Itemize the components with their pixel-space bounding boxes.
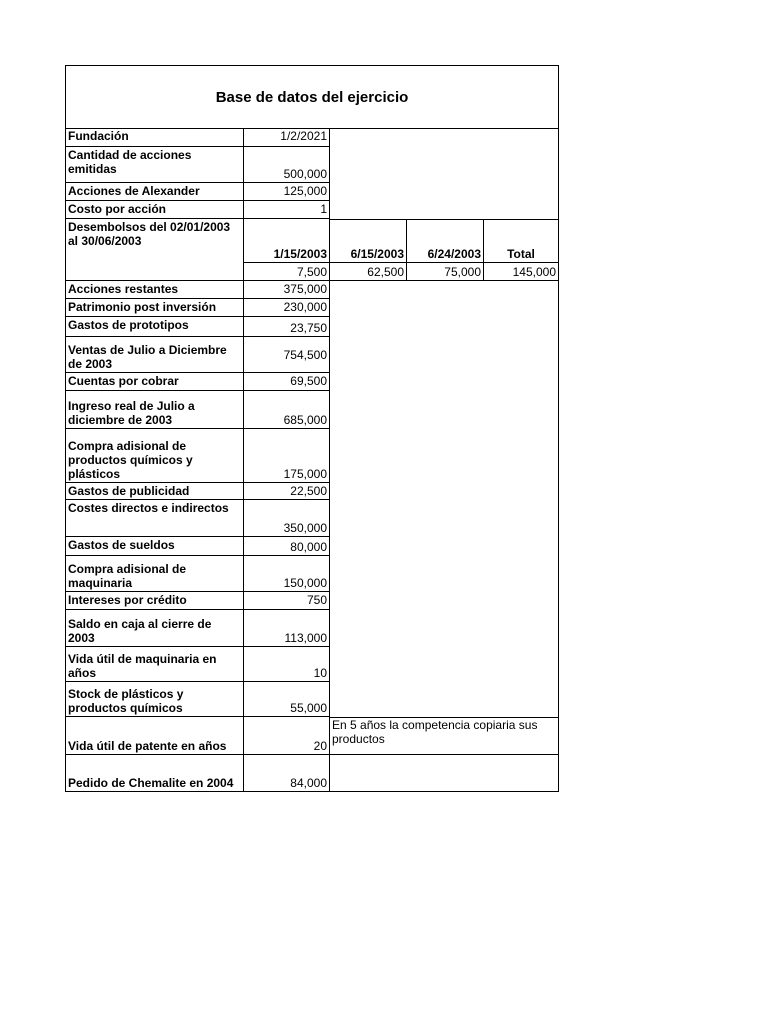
row-label-ingreso-real: Ingreso real de Julio a diciembre de 2003 xyxy=(66,391,244,429)
row-value-costo-accion: 1 xyxy=(244,201,330,219)
row-label-compra-quimicos: Compra adisional de productos químicos y plásticos xyxy=(66,429,244,483)
row-label-costo-accion: Costo por acción xyxy=(66,201,244,219)
data-table xyxy=(65,65,559,792)
row-label-sueldos: Gastos de sueldos xyxy=(66,537,244,556)
disbursement-value-2: 62,500 xyxy=(330,263,407,281)
row-value-ventas: 754,500 xyxy=(244,337,330,373)
disbursement-header-1: 1/15/2003 xyxy=(244,219,330,263)
table-title: Base de datos del ejercicio xyxy=(66,66,558,129)
row-label-patrimonio: Patrimonio post inversión xyxy=(66,299,244,317)
row-label-pedido-chemalite: Pedido de Chemalite en 2004 xyxy=(66,755,244,791)
row-label-publicidad: Gastos de publicidad xyxy=(66,483,244,500)
row-label-vida-patente: Vida útil de patente en años xyxy=(66,717,244,755)
row-value-gastos-prototipos: 23,750 xyxy=(244,317,330,337)
row-label-saldo-caja: Saldo en caja al cierre de 2003 xyxy=(66,610,244,647)
disbursement-value-1: 7,500 xyxy=(244,263,330,281)
row-value-intereses: 750 xyxy=(244,592,330,610)
disbursement-value-total: 145,000 xyxy=(484,263,558,281)
row-value-compra-quimicos: 175,000 xyxy=(244,429,330,483)
row-label-costes: Costes directos e indirectos xyxy=(66,500,244,537)
row-value-acciones-alexander: 125,000 xyxy=(244,183,330,201)
row-label-gastos-prototipos: Gastos de prototipos xyxy=(66,317,244,337)
row-value-cantidad-acciones: 500,000 xyxy=(244,147,330,183)
row-value-vida-maquinaria: 10 xyxy=(244,647,330,682)
row-label-desembolsos: Desembolsos del 02/01/2003 al 30/06/2003 xyxy=(66,219,244,281)
row-value-ingreso-real: 685,000 xyxy=(244,391,330,429)
row-value-maquinaria: 150,000 xyxy=(244,556,330,592)
row-value-publicidad: 22,500 xyxy=(244,483,330,500)
row-value-fundacion: 1/2/2021 xyxy=(244,128,330,147)
disbursement-header-total: Total xyxy=(484,219,558,263)
row-value-vida-patente: 20 xyxy=(244,717,330,755)
disbursement-header-3: 6/24/2003 xyxy=(407,219,484,263)
row-value-costes: 350,000 xyxy=(244,500,330,537)
patent-note: En 5 años la competencia copiaria sus productos xyxy=(330,717,558,755)
disbursement-value-3: 75,000 xyxy=(407,263,484,281)
row-value-acciones-restantes: 375,000 xyxy=(244,281,330,299)
row-label-maquinaria: Compra adisional de maquinaria xyxy=(66,556,244,592)
disbursement-header-2: 6/15/2003 xyxy=(330,219,407,263)
row-label-cantidad-acciones: Cantidad de acciones emitidas xyxy=(66,147,244,183)
row-label-fundacion: Fundación xyxy=(66,128,244,147)
row-value-saldo-caja: 113,000 xyxy=(244,610,330,647)
row-label-vida-maquinaria: Vida útil de maquinaria en años xyxy=(66,647,244,682)
row-label-stock: Stock de plásticos y productos químicos xyxy=(66,682,244,717)
row-label-acciones-restantes: Acciones restantes xyxy=(66,281,244,299)
row-label-cuentas-cobrar: Cuentas por cobrar xyxy=(66,373,244,391)
row-value-pedido-chemalite: 84,000 xyxy=(244,755,330,791)
row-label-intereses: Intereses por crédito xyxy=(66,592,244,610)
row-value-cuentas-cobrar: 69,500 xyxy=(244,373,330,391)
row-label-ventas: Ventas de Julio a Diciembre de 2003 xyxy=(66,337,244,373)
row-value-sueldos: 80,000 xyxy=(244,537,330,556)
row-value-patrimonio: 230,000 xyxy=(244,299,330,317)
row-label-acciones-alexander: Acciones de Alexander xyxy=(66,183,244,201)
row-value-stock: 55,000 xyxy=(244,682,330,717)
